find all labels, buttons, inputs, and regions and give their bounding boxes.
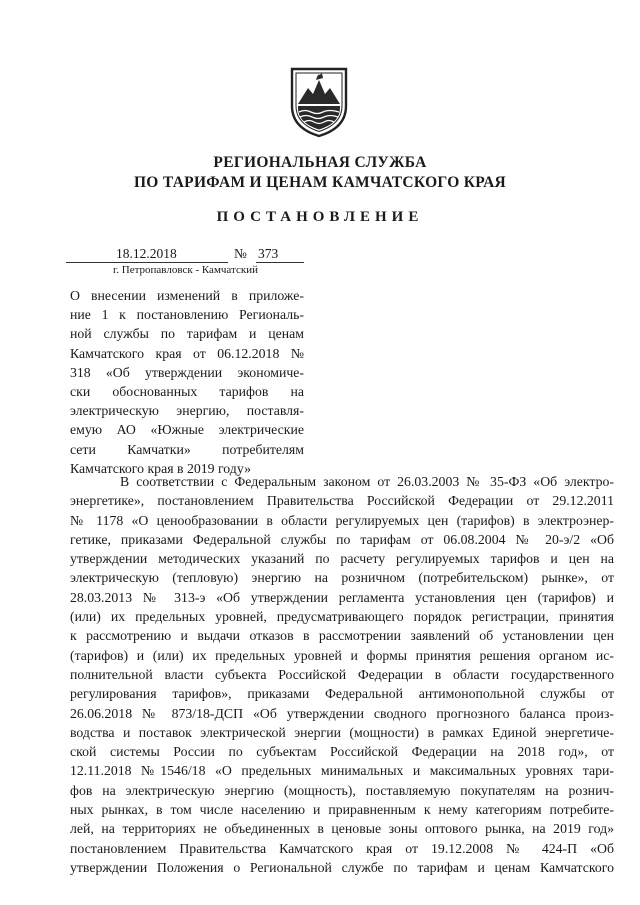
kamchatka-coat-of-arms-icon	[289, 66, 349, 138]
body-text	[70, 472, 614, 877]
body-line: водства и поставок электрической энергии (мощности) в рамках Единой энергетиче-	[70, 724, 614, 740]
number-sign: №	[234, 246, 247, 261]
document-city: г. Петропавловск - Камчатский	[113, 264, 258, 276]
org-title-line1: РЕГИОНАЛЬНАЯ СЛУЖБА	[213, 154, 427, 171]
subject-line: ние 1 к постановлению Региональ-	[70, 307, 304, 323]
org-title-line2: ПО ТАРИФАМ И ЦЕНАМ КАМЧАТСКОГО КРАЯ	[133, 174, 507, 191]
body-line: (или) их предельных уровней, предусматривающего порядок регистрации, принятия	[70, 609, 614, 625]
subject-line: ной службы по тарифам и ценам	[70, 326, 304, 342]
body-line: ных рынках, в том числе населению и приравненным к нему категориям потребите-	[70, 802, 614, 818]
subject-line: 318 «Об утверждении экономиче-	[70, 364, 304, 380]
subject-line: электрическую энергию, поставля-	[70, 403, 304, 419]
subject-line: сети Камчатки» потребителям	[70, 441, 304, 457]
body-line: утверждении Положения о Региональной службе по тарифам и ценам Камчатского	[70, 859, 614, 875]
body-line: гетике, приказами Федеральной службы по тарифам от 06.08.2004 № 20-э/2 «Об	[70, 531, 614, 547]
subject-line: емую АО «Южные электрические	[70, 422, 304, 438]
document-number: 373	[258, 246, 279, 261]
body-line: утверждении методических указаний по расчету регулируемых тарифов и цен на	[70, 551, 614, 567]
body-line: 28.03.2013 № 313-э «Об утверждении регламента установления цен (тарифов) и	[70, 589, 614, 605]
body-line: 26.06.2018 № 873/18-ДСП «Об утверждении сводного прогнозного баланса произ-	[70, 705, 614, 721]
body-line: постановлением Правительства Камчатского края от 19.12.2008 № 424-П «Об	[70, 840, 614, 856]
body-line: 12.11.2018 №1546/18 «О предельных минимальных и максимальных уровнях тари-	[70, 763, 614, 779]
subject-block	[70, 286, 304, 478]
body-line: лей, на территориях не объединенных в ценовые зоны оптового рынка, на 2019 год»	[70, 821, 614, 837]
body-line: ской системы России по субъектам Российской Федерации на 2018 год», от	[70, 744, 614, 760]
body-line: к рассмотрению и выдачи отказов в рассмотрении заявлений об установлении цен	[70, 628, 614, 644]
body-line: электрическую (тепловую) энергию на розничном (потребительском) рынке», от	[70, 570, 614, 586]
body-line: регулирования тарифов», приказами Федеральной антимонопольной службы от	[70, 686, 614, 702]
subject-line: Камчатского края в 2019 году»	[70, 460, 251, 476]
body-line: В соответствии с Федеральным законом от 26.03.2003 № 35-ФЗ «Об электро-	[120, 474, 614, 489]
subject-line: ски обоснованных тарифов на	[70, 384, 304, 400]
subject-line: О внесении изменений в приложе-	[70, 288, 304, 303]
document-date: 18.12.2018	[116, 246, 177, 261]
body-line: полнительной власти субъекта Российской Федерации в области государственного	[70, 666, 614, 682]
number-underline	[256, 262, 304, 263]
subject-line: Камчатского края от 06.12.2018 №	[70, 345, 304, 361]
body-line: энергетике», постановлением Правительства Российской Федерации от 29.12.2011	[70, 493, 614, 509]
body-line: фов на электрическую энергию (мощность), поставляемую покупателям на рознич-	[70, 782, 614, 798]
body-line: (тарифов) и (или) их предельных уровней и формы принятия решения органом ис-	[70, 647, 614, 663]
date-underline	[66, 262, 228, 263]
document-type: ПОСТАНОВЛЕНИЕ	[216, 209, 424, 225]
body-line: № 1178 «О ценообразовании в области регулируемых цен (тарифов) в электроэнер-	[70, 512, 614, 528]
